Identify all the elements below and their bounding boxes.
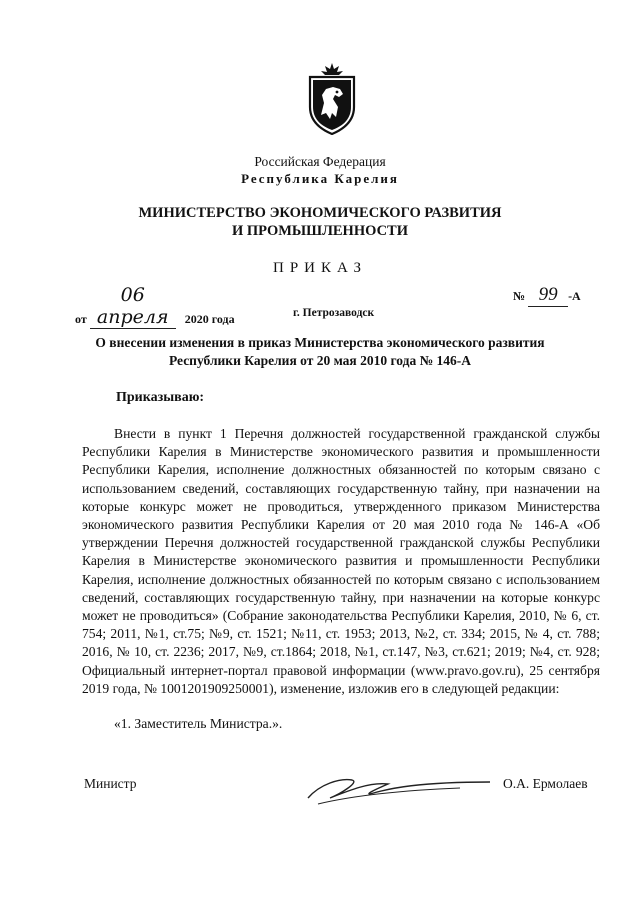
signer-position: Министр — [84, 776, 137, 791]
handwritten-date: 06 апреля — [90, 284, 176, 329]
date-year: 2020 года — [184, 312, 235, 326]
city-label: г. Петрозаводск — [293, 307, 375, 319]
ministry-name-line2: И ПРОМЫШЛЕННОСТИ — [232, 223, 408, 239]
document-number — [513, 284, 581, 307]
order-word: Приказываю: — [116, 390, 205, 405]
date-line — [75, 284, 235, 329]
signer-name: О.А. Ермолаев — [503, 776, 588, 791]
number-suffix: -А — [568, 289, 581, 303]
document-type-heading: ПРИКАЗ — [273, 260, 367, 276]
document-title-line2: Республики Карелия от 20 мая 2010 года № 146-А — [168, 353, 472, 368]
date-prefix: от — [75, 312, 87, 326]
document-title-line1: О внесении изменения в приказ Министерства экономического развития — [95, 335, 545, 350]
handwritten-signature — [300, 764, 500, 810]
ministry-name-line1: МИНИСТЕРСТВО ЭКОНОМИЧЕСКОГО РАЗВИТИЯ — [138, 205, 502, 221]
body-quote: «1. Заместитель Министра.». — [114, 716, 283, 731]
coat-of-arms-icon — [306, 63, 358, 135]
federation-label: Российская Федерация — [254, 154, 386, 169]
republic-label: Республика Карелия — [241, 171, 399, 186]
body-paragraph: Внести в пункт 1 Перечня должностей государственной гражданской службы Республики Карелия в Министерстве экономического развития и промышленности Республики Карелия, исполнение должностных обязанностей по которым связано с использованием сведений, составляющих государственную тайну, при назначении на которые конкурс может не проводиться, утвержденного приказом Министерства экономического развития Республики Карелия от 20 мая 2010 года № 146-А «Об утверждении Перечня должностей государственной гражданской службы Республики Карелия в Министерстве экономического развития и промышленности Республики Карелия, исполнение должностных обязанностей по которым связано с использованием сведений, составляющих государственную тайну, при назначении на которые конкурс может не проводиться» (Собрание законодательства Республики Карелия, 2010, № 6, ст. 754; 2011, №1, ст.75; №9, ст. 1521; №11, ст. 1953; 2013, №2, ст. 334; 2015, № 4, ст. 788; 2016, № 10, ст. 2236; 2017, №9, ст.1864; 2018, №1, ст.147, №3, ст.621; 2019; №4, ст. 928; Официальный интернет-портал правовой информации (www.pravo.gov.ru), 25 сентября 2019 года, № 1001201909250001), изменение, изложив его в следующей редакции: — [82, 426, 600, 696]
number-prefix: № — [513, 289, 526, 303]
handwritten-number: 99 — [528, 284, 568, 307]
